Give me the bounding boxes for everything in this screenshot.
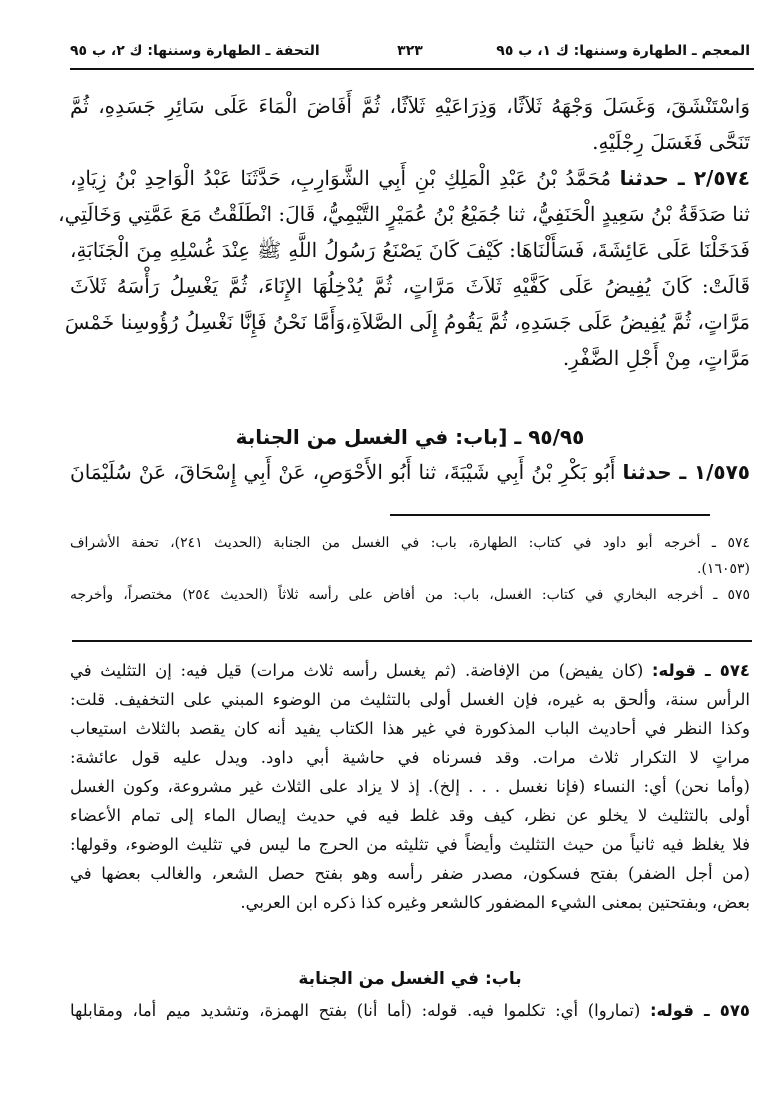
- text-line: قَالَتْ: كَانَ يُفِيضُ عَلَى كَفَّيْهِ ثَلاَثَ مَرَّاتٍ، ثُمَّ يُدْخِلُهَا الإِنَاءَ، ثُمَّ يَغْسِلُ رَأْسَهُ ثَلاَثَ: [70, 274, 750, 298]
- commentary-line: [70, 656, 750, 685]
- text-line: [70, 454, 750, 490]
- text-line: ثنا صَدَقَةُ بْنُ سَعِيدٍ الْحَنَفِيُّ، ثنا جُمَيْعُ بْنُ عُمَيْرٍ التَّيْمِيُّ، قَالَ: انْطَلَقْتُ مَعَ عَمَّتِي وَخَالَتِي،: [58, 202, 750, 226]
- commentary-line: وكذا النظر في أحاديث الباب المذكورة في غير هذا الكتاب يفيد أنه كان يقصد بالثلاث استيعاب: [70, 719, 750, 738]
- chapter-heading: ٩٥/٩٥ ـ [باب: في الغسل من الجنابة: [235, 425, 585, 449]
- text-line: مَرَّاتٍ، مِنْ أَجْلِ الضَّفْرِ.: [562, 346, 750, 370]
- commentary-line: مراتٍ لا التكرار ثلاث مرات. وقد فسرناه في حاشية أبي داود. ويدل عليه قول عائشة:: [70, 748, 750, 767]
- text-line: تَنَحَّى فَغَسَلَ رِجْلَيْهِ.: [592, 130, 750, 154]
- hadith-number: ١/٥٧٥ ـ حدثنا: [622, 460, 750, 484]
- commentary-line: (من أجل الضفر) بفتح فسكون، مصدر ضفر رأسه وهو بفتح حصل الشعر، والغالب بعضها في: [70, 864, 750, 883]
- commentary-line: (وأما نحن) أي: النساء (فإنا نغسل . . . إلخ). إذ لا يزاد على الثلاث غير مشروعة، وكون الغسل: [70, 777, 750, 796]
- running-header: [70, 40, 750, 62]
- text-line: وَاسْتَنْشَقَ، وَغَسَلَ وَجْهَهُ ثَلاَثًا، وَذِرَاعَيْهِ ثَلاَثًا، ثُمَّ أَفَاضَ الْمَاءَ عَلَى سَائِرِ جَسَدِهِ، ثُمَّ: [70, 94, 750, 118]
- hadith-continuation: [70, 88, 750, 160]
- commentary-line: بعض، وبفتحتين بمعنى الشيء المضفور كالشعر وغيره كذا ذكره ابن العربي.: [240, 893, 750, 912]
- commentary-line: فلا يغلظ فيه ثانياً من حيث التثليث وأيضاً في تثليثه من الحرج ما ليس في تثليث الوضوء، وقولها:: [70, 835, 750, 854]
- commentary-rule: [72, 640, 752, 642]
- text-line: مَرَّاتٍ، ثُمَّ يُفِيضُ عَلَى جَسَدِهِ، ثُمَّ يَقُومُ إِلَى الصَّلاَةِ،وَأَمَّا نَحْنُ فَإِنَّا نَغْسِلُ رُؤُوسِنا خَمْسَ: [64, 310, 750, 334]
- text-span: (تماروا) أي: تكلموا فيه. قوله: (أما أنا) بفتح الهمزة، وتشديد ميم أما، ومقابلها: [70, 1001, 650, 1020]
- commentary-line: الرأس سنة، وألحق به غيره، فإن الغسل أولى بالتثليث من الوضوء المبني على التخفيف. قلت:: [70, 690, 750, 709]
- footnote-line: (١٦٠٥٣).: [697, 561, 750, 577]
- text-line: [70, 160, 750, 196]
- text-line: فَدَخَلْنَا عَلَى عَائِشَةَ، فَسَأَلْنَاهَا: كَيْفَ كَانَ يَصْنَعُ رَسُولُ اللَّهِ ﷺ عِنْدَ غُسْلِهِ مِنَ الْجَنَابَةِ،: [70, 238, 750, 262]
- commentary-574: [70, 656, 750, 917]
- text-span: مُحَمَّدُ بْنُ عَبْدِ الْمَلِكِ بْنِ أَبِي الشَّوَارِبِ، حَدَّثَنَا عَبْدُ الْوَاحِدِ بْنُ زِيَادٍ،: [70, 166, 620, 190]
- commentary-line: أولى بالتثليث لا يخلو عن نظر، كيف وقد غلط فيه في حديث إيصال الماء إلى تمام الأعضاء: [70, 806, 750, 825]
- running-header-left: التحفة ـ الطهارة وسننها: ك ٢، ب ٩٥: [70, 43, 320, 59]
- header-rule: [70, 68, 754, 70]
- hadith-575: [70, 454, 750, 490]
- hadith-number: ٢/٥٧٤ ـ حدثنا: [619, 166, 750, 190]
- commentary-lead: ٥٧٥ ـ قوله:: [649, 1001, 750, 1020]
- footnote-rule: [390, 514, 710, 516]
- takhrij-footnotes: [70, 530, 750, 608]
- commentary-chapter-heading: باب: في الغسل من الجنابة: [298, 969, 522, 989]
- commentary-lead: ٥٧٤ ـ قوله:: [651, 661, 750, 680]
- footnote-line: ٥٧٥ ـ أخرجه البخاري في كتاب: الغسل، باب: من أفاض على رأسه ثلاثاً (الحديث ٢٥٤) مختصراً، وأخرجه: [70, 587, 750, 603]
- running-header-right: المعجم ـ الطهارة وسننها: ك ١، ب ٩٥: [496, 43, 750, 59]
- hadith-574: [58, 160, 750, 376]
- text-span: (كان يفيض) من الإفاضة. (ثم يغسل رأسه ثلاث مرات) قيل فيه: إن التثليث في: [70, 661, 652, 680]
- page-number: ٣٢٣: [397, 43, 423, 59]
- commentary-575: [70, 996, 750, 1025]
- commentary-line: [70, 996, 750, 1025]
- footnote-line: ٥٧٤ ـ أخرجه أبو داود في كتاب: الطهارة، باب: في الغسل من الجنابة (الحديث ٢٤١)، تحفة الأشراف: [70, 535, 751, 551]
- text-span: أَبُو بَكْرِ بْنُ أَبِي شَيْبَةَ، ثنا أَبُو الأَحْوَصِ، عَنْ أَبِي إِسْحَاقَ، عَنْ سُلَيْمَانَ: [70, 460, 623, 484]
